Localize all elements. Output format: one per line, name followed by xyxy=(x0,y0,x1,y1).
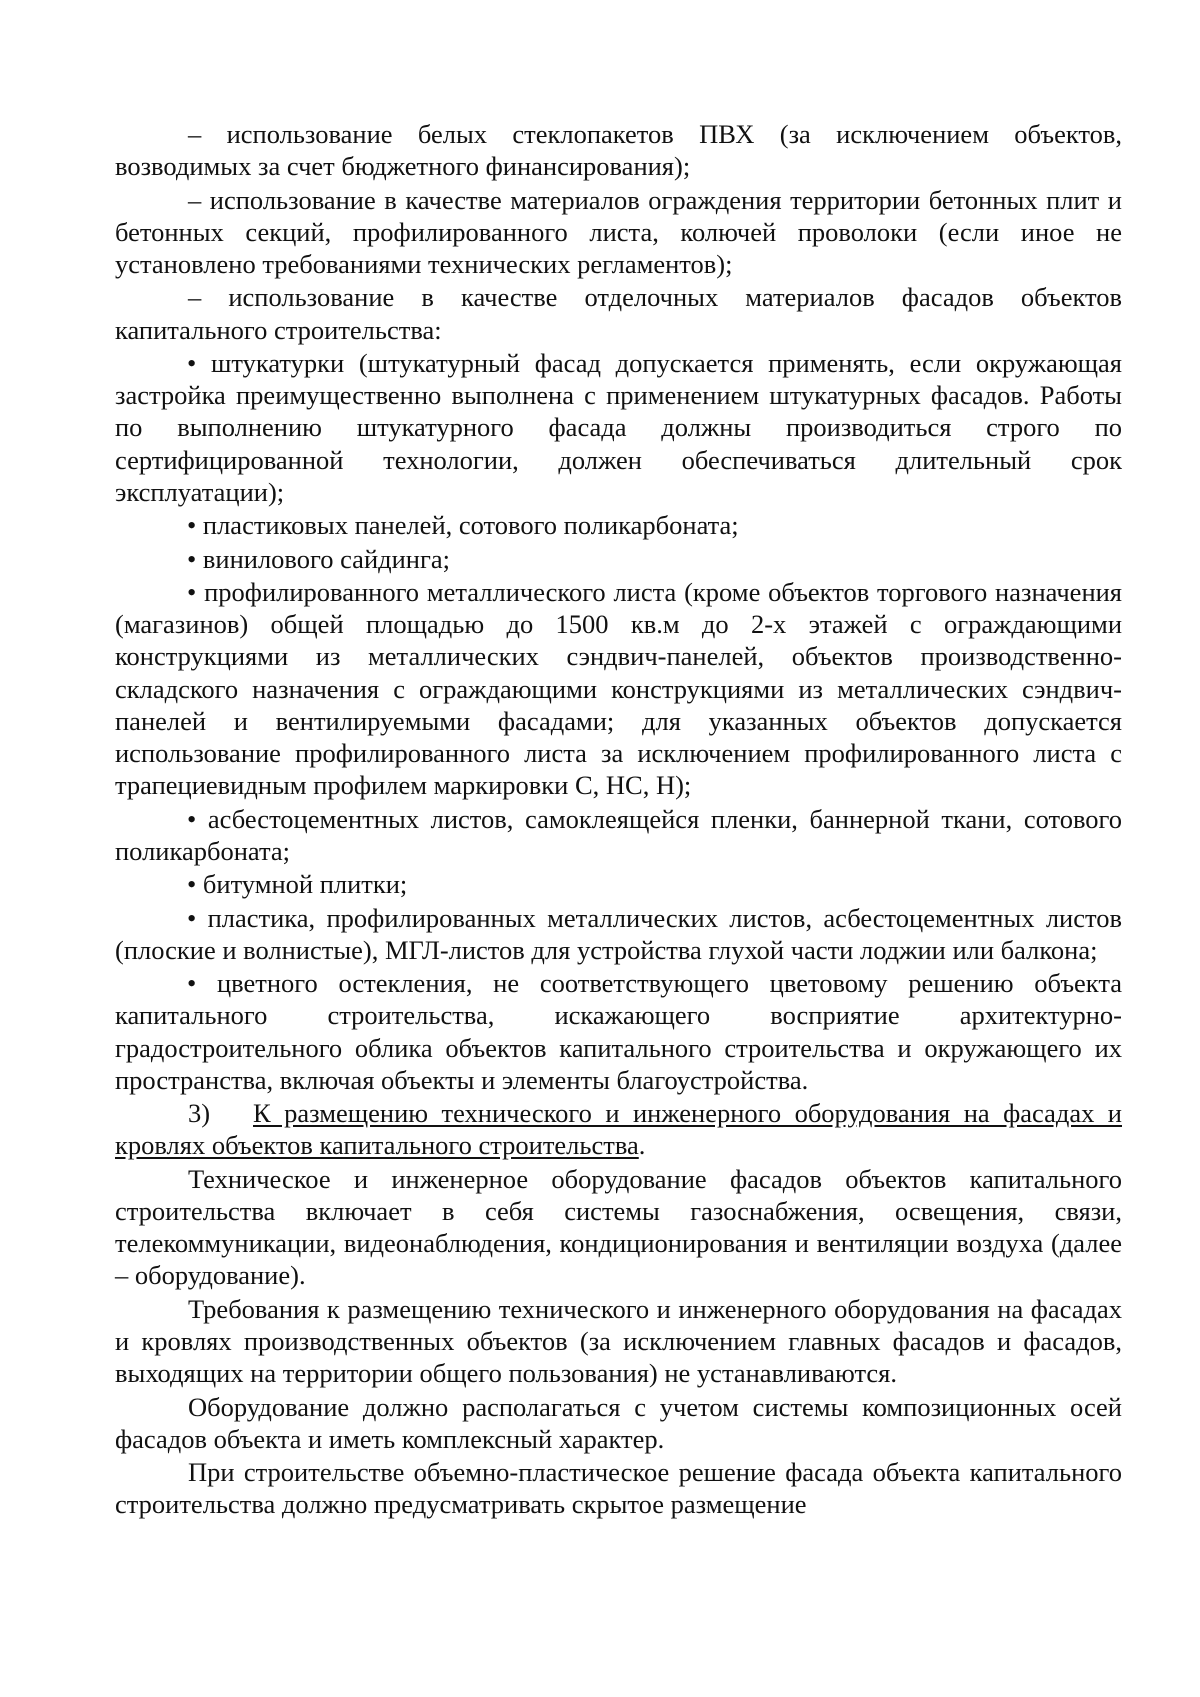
body-paragraph: Требования к размещению технического и инженерного оборудования на фасадах и кровлях производственных объектов (за исключением главных фасадов и фасадов, выходящих на территории общего пользования) не устанавливаются. xyxy=(115,1293,1122,1389)
bullet-item-plastic-panels: • пластиковых панелей, сотового поликарбоната; xyxy=(187,510,739,541)
bullet-item-asbestos-sheets: • асбестоцементных листов, самоклеящейся пленки, баннерной ткани, сотового поликарбоната; xyxy=(115,803,1122,866)
dash-item-facade-materials: – использование в качестве отделочных материалов фасадов объектов капитального строительства: xyxy=(115,282,1122,345)
section-title: К размещению технического и инженерного оборудования на фасадах и кровлях объектов капитального строительства xyxy=(115,1098,1122,1161)
section-title-end: . xyxy=(638,1130,646,1161)
body-paragraph: Техническое и инженерное оборудование фасадов объектов капитального строительства включает в себя системы газоснабжения, освещения, связи, телекоммуникации, видеонаблюдения, кондиционирования и вентиляции воздуха (далее – оборудование). xyxy=(115,1163,1122,1291)
section-heading xyxy=(115,1097,1122,1161)
bullet-item-metal-sheet: • профилированного металлического листа (кроме объектов торгового назначения (магазинов) общей площадью до 1500 кв.м до 2-х этажей с ограждающими конструкциями из металлических сэндвич-панелей, объектов производственно-складского назначения с ограждающими конструкциями из металлических сэндвич-панелей и вентилируемыми фасадами; для указанных объектов допускается использование профилированного листа за исключением профилированного листа с трапециевидным профилем маркировки С, НС, Н); xyxy=(115,576,1122,801)
dash-item-fencing: – использование в качестве материалов ограждения территории бетонных плит и бетонных секций, профилированного листа, колючей проволоки (если иное не установлено требованиями технических регламентов); xyxy=(115,184,1122,279)
bullet-item-vinyl-siding: • винилового сайдинга; xyxy=(187,543,450,574)
body-paragraph: При строительстве объемно-пластическое решение фасада объекта капитального строительства должно предусматривать скрытое размещение xyxy=(115,1457,1122,1520)
section-number: 3) xyxy=(188,1098,211,1129)
bullet-item-colored-glazing: • цветного остекления, не соответствующего цветовому решению объекта капитального строительства, искажающего восприятие архитектурно-градостроительного облика объектов капитального строительства и окружающего их пространства, включая объекты и элементы благоустройства. xyxy=(115,968,1122,1095)
bullet-item-plastic-loggia: • пластика, профилированных металлических листов, асбестоцементных листов (плоские и волнистые), МГЛ-листов для устройства глухой части лоджии или балкона; xyxy=(115,902,1122,965)
dash-item-white-pvc: – использование белых стеклопакетов ПВХ (за исключением объектов, возводимых за счет бюджетного финансирования); xyxy=(115,119,1122,182)
body-paragraph: Оборудование должно располагаться с учетом системы композиционных осей фасадов объекта и иметь комплексный характер. xyxy=(115,1391,1122,1454)
bullet-item-bitumen-tile: • битумной плитки; xyxy=(187,869,408,900)
bullet-item-plaster: • штукатурки (штукатурный фасад допускается применять, если окружающая застройка преимущественно выполнена с применением штукатурных фасадов. Работы по выполнению штукатурного фасада должны производиться строго по сертифицированной технологии, должен обеспечиваться длительный срок эксплуатации); xyxy=(115,347,1122,507)
